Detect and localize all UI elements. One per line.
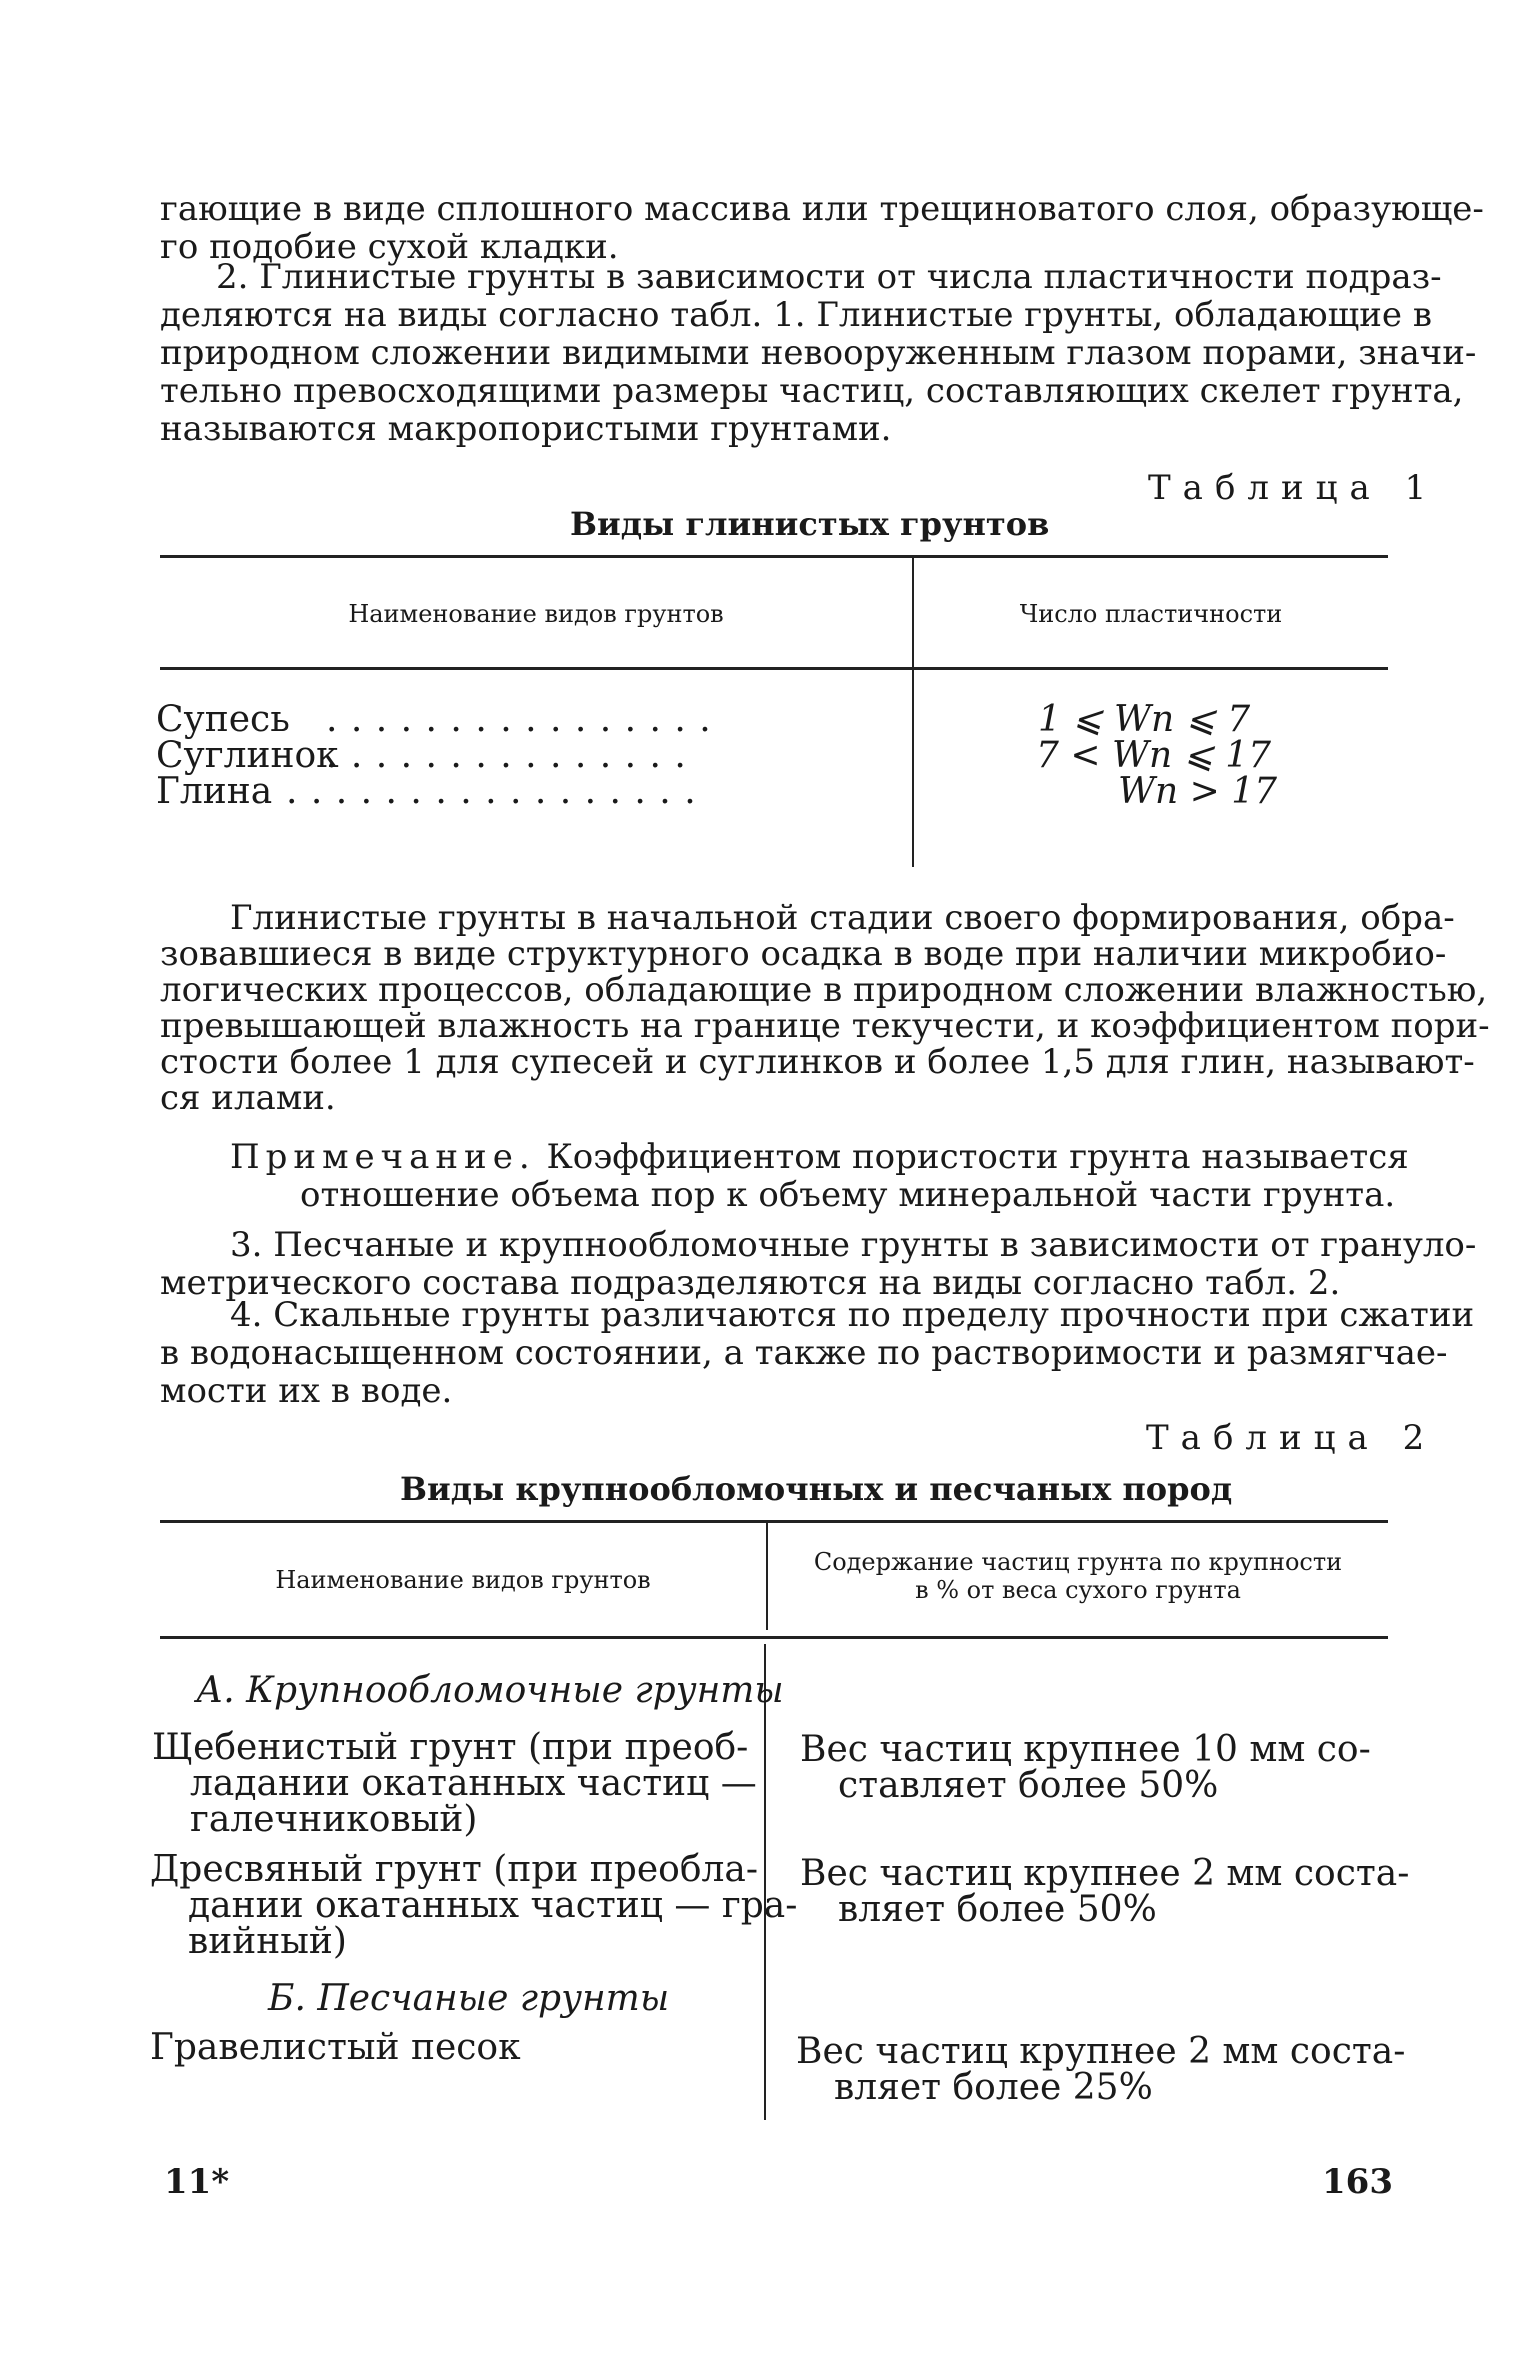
text-line: логических процессов, обладающие в природном сложении влажностью, bbox=[160, 970, 1488, 1010]
text-line: вийный) bbox=[188, 1921, 347, 1962]
table-row bbox=[156, 735, 1388, 776]
table1-header-rule bbox=[160, 667, 1388, 670]
paragraph-item-3 bbox=[160, 1225, 1477, 1303]
table2-header-name: Наименование видов грунтов bbox=[275, 1566, 651, 1594]
text-line: 4. Скальные грунты различаются по пределу прочности при сжатии bbox=[230, 1295, 1475, 1335]
paragraph-ily bbox=[160, 898, 1490, 1118]
row-value: 7 < Wп ⩽ 17 bbox=[1036, 735, 1272, 776]
text-line: называются макропористыми грунтами. bbox=[160, 409, 892, 449]
text-line: природном сложении видимыми невооруженным глазом порами, значи- bbox=[160, 333, 1477, 373]
text-line: Щебенистый грунт (при преоб- bbox=[152, 1727, 749, 1768]
table2-row2-name bbox=[150, 1849, 798, 1962]
text-line: зовавшиеся в виде структурного осадка в воде при наличии микробио- bbox=[160, 934, 1447, 974]
table2-top-rule bbox=[160, 1520, 1388, 1523]
text-line: деляются на виды согласно табл. 1. Глинистые грунты, обладающие в bbox=[160, 295, 1432, 335]
table2-row3-value bbox=[796, 2031, 1406, 2108]
text-line: стости более 1 для супесей и суглинков и более 1,5 для глин, называют- bbox=[160, 1042, 1475, 1082]
table2-header-rule bbox=[160, 1636, 1388, 1639]
row-name: Суглинок bbox=[156, 735, 339, 776]
text-line: тельно превосходящими размеры частиц, составляющих скелет грунта, bbox=[160, 371, 1464, 411]
text-line: отношение объема пор к объему минеральной части грунта. bbox=[300, 1175, 1396, 1215]
table1-header-name: Наименование видов грунтов bbox=[348, 600, 724, 628]
text-line: вляет более 25% bbox=[834, 2067, 1153, 2108]
text-line: го подобие сухой кладки. bbox=[160, 227, 619, 267]
table1-body bbox=[156, 699, 1388, 812]
table-row bbox=[156, 699, 1388, 740]
table1-header-value: Число пластичности bbox=[1019, 600, 1283, 628]
text-line: Дресвяный грунт (при преобла- bbox=[150, 1849, 758, 1890]
header-line: Содержание частиц грунта по крупности bbox=[813, 1548, 1343, 1576]
table2-title: Виды крупнообломочных и песчаных пород bbox=[400, 1470, 1233, 1508]
text-line: вляет более 50% bbox=[838, 1889, 1157, 1930]
text-line: Глинистые грунты в начальной стадии своего формирования, обра- bbox=[230, 898, 1455, 938]
table2-row1-value bbox=[800, 1729, 1371, 1806]
text-line: в водонасыщенном состоянии, а также по растворимости и размягчае- bbox=[160, 1333, 1448, 1373]
text-line: галечниковый) bbox=[190, 1799, 478, 1840]
table2-header-value bbox=[768, 1548, 1388, 1604]
text-line: гающие в виде сплошного массива или трещиноватого слоя, образующе- bbox=[160, 189, 1484, 229]
row-name: Супесь bbox=[156, 699, 290, 740]
row-dots: . . . . . . . . . . . . . . . . bbox=[326, 699, 712, 740]
row-value: 1 ⩽ Wп ⩽ 7 bbox=[1038, 699, 1251, 740]
text-line: 2. Глинистые грунты в зависимости от числа пластичности подраз- bbox=[216, 257, 1442, 297]
page-number: 163 bbox=[1322, 2162, 1393, 2202]
text-line: мости их в воде. bbox=[160, 1371, 453, 1411]
table1-label: Таблица 1 bbox=[1148, 468, 1439, 508]
text-line: Вес частиц крупнее 2 мм соста- bbox=[800, 1853, 1410, 1894]
paragraph-item-4 bbox=[160, 1295, 1475, 1411]
note bbox=[230, 1137, 1409, 1215]
note-label: Примечание. bbox=[230, 1137, 536, 1177]
text-line: превышающей влажность на границе текучести, и коэффициентом пори- bbox=[160, 1006, 1490, 1046]
text-line: ладании окатанных частиц — bbox=[190, 1763, 757, 1804]
text-line: Вес частиц крупнее 10 мм со- bbox=[800, 1729, 1371, 1770]
text-line: 3. Песчаные и крупнообломочные грунты в зависимости от грануло- bbox=[230, 1225, 1477, 1265]
text-line: метрического состава подразделяются на виды согласно табл. 2. bbox=[160, 1263, 1341, 1303]
table2-row3-name bbox=[150, 2027, 521, 2068]
table2-label: Таблица 2 bbox=[1146, 1418, 1437, 1458]
note-text: Коэффициентом пористости грунта называется bbox=[546, 1137, 1409, 1177]
header-line: в % от веса сухого грунта bbox=[915, 1576, 1241, 1604]
text-line: Гравелистый песок bbox=[150, 2027, 521, 2068]
table2-row2-value bbox=[800, 1853, 1410, 1930]
row-dots: . . . . . . . . . . . . . . . bbox=[326, 735, 687, 776]
table2-row1-name bbox=[152, 1727, 757, 1840]
text-line: дании окатанных частиц — гра- bbox=[188, 1885, 798, 1926]
row-value: Wп > 17 bbox=[1118, 771, 1278, 812]
row-name: Глина bbox=[156, 771, 273, 812]
row-dots: . . . . . . . . . . . . . . . . . bbox=[286, 771, 697, 812]
paragraph-item-2 bbox=[160, 257, 1477, 449]
table2-column-divider bbox=[764, 1644, 766, 2120]
text-line bbox=[230, 1137, 1409, 1177]
text-line: Вес частиц крупнее 2 мм соста- bbox=[796, 2031, 1406, 2072]
text-line: ся илами. bbox=[160, 1078, 336, 1118]
table1-title: Виды глинистых грунтов bbox=[570, 505, 1050, 543]
text-line: ставляет более 50% bbox=[838, 1765, 1219, 1806]
table1-top-rule bbox=[160, 555, 1388, 558]
table2-section-b: Б. Песчаные грунты bbox=[268, 1978, 670, 2019]
table2-section-a: А. Крупнообломочные грунты bbox=[196, 1670, 784, 1711]
table-row bbox=[156, 771, 1388, 812]
footer-signature-mark: 11* bbox=[164, 2162, 230, 2202]
paragraph-continuation bbox=[160, 189, 1484, 267]
